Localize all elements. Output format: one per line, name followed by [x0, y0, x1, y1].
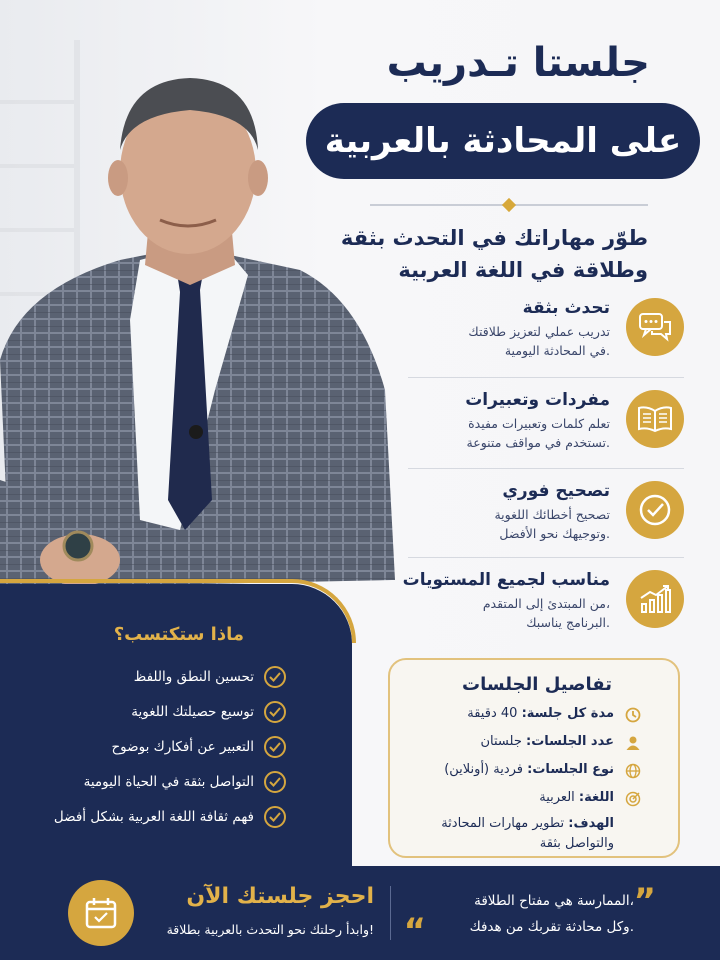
target-icon	[624, 790, 642, 808]
detail-row	[402, 760, 642, 780]
feature-desc: وتوجيهك نحو الأفضل.	[499, 526, 610, 541]
gain-item-label: توسيع حصيلتك اللغوية	[131, 704, 254, 720]
quote-text	[414, 888, 634, 940]
feature-desc: تعلم كلمات وتعبيرات مفيدة	[468, 416, 610, 431]
check-circle-icon	[626, 481, 684, 539]
gains-title: ماذا ستكتسب؟	[113, 624, 244, 645]
subtitle-line-2: وطلاقة في اللغة العربية	[398, 258, 648, 282]
footer-divider	[390, 886, 391, 940]
feature-title: مناسب لجميع المستويات	[402, 570, 610, 590]
gain-item-label: تحسين النطق واللفظ	[133, 669, 254, 685]
page-title: جلستا تـدريب	[386, 40, 650, 86]
footer-bar	[0, 866, 720, 960]
quote-open-icon: ”	[633, 881, 656, 921]
feature-title: مفردات وتعبيرات	[465, 390, 610, 410]
book-now-subtitle: وابدأ رحلتك نحو التحدث بالعربية بطلاقة!	[166, 922, 374, 937]
detail-text: الهدف: تطوير مهارات المحادثة والتواصل بثقة	[441, 816, 614, 851]
quote-line-1: الممارسة هي مفتاح الطلاقة،	[474, 893, 634, 909]
gain-item	[16, 701, 286, 723]
detail-text: اللغة: العربية	[539, 790, 614, 805]
feature-desc: تصحيح أخطائك اللغوية	[494, 507, 610, 522]
feature-title: تصحيح فوري	[502, 481, 610, 501]
check-icon	[264, 701, 286, 723]
detail-row	[402, 704, 642, 724]
feature-separator	[408, 377, 684, 378]
detail-row	[402, 788, 642, 808]
detail-text: مدة كل جلسة: 40 دقيقة	[467, 706, 614, 721]
book-now-cta[interactable]: احجز جلستك الآن	[186, 884, 374, 909]
feature-correction	[384, 481, 684, 561]
gain-item-label: فهم ثقافة اللغة العربية بشكل أفضل	[53, 809, 254, 825]
subtitle	[318, 222, 648, 286]
subtitle-line-1: طوّر مهاراتك في التحدث بثقة	[340, 226, 648, 250]
clock-icon	[624, 706, 642, 724]
feature-desc: في المحادثة اليومية.	[504, 343, 610, 358]
details-title: تفاصيل الجلسات	[462, 674, 612, 695]
divider	[370, 204, 648, 206]
open-book-icon	[626, 390, 684, 448]
feature-vocabulary	[384, 390, 684, 470]
globe-icon	[624, 762, 642, 780]
feature-title: تحدث بثقة	[522, 298, 610, 318]
gains-panel	[0, 584, 352, 866]
gain-item	[16, 771, 286, 793]
quote-close-icon: “	[403, 911, 426, 951]
session-details-card	[388, 658, 680, 858]
detail-text: عدد الجلسات: جلستان	[480, 734, 614, 749]
gain-item-label: التعبير عن أفكارك بوضوح	[111, 739, 254, 755]
feature-desc: تستخدم في مواقف متنوعة.	[466, 435, 610, 450]
feature-desc: البرنامج يناسبك.	[526, 615, 610, 630]
calendar-icon	[68, 880, 134, 946]
feature-desc: تدريب عملي لتعزيز طلاقتك	[468, 324, 610, 339]
detail-text: نوع الجلسات: فردية (أونلاين)	[444, 762, 614, 777]
feature-confidence	[384, 298, 684, 378]
gain-item-label: التواصل بثقة في الحياة اليومية	[83, 774, 254, 790]
detail-row	[402, 732, 642, 752]
gain-item	[16, 736, 286, 758]
quote-line-2: وكل محادثة تقربك من هدفك.	[469, 919, 634, 935]
gain-item	[16, 666, 286, 688]
gain-item	[16, 806, 286, 828]
feature-desc: من المبتدئ إلى المتقدم،	[482, 596, 610, 611]
check-icon	[264, 771, 286, 793]
detail-row	[402, 814, 642, 854]
check-icon	[264, 806, 286, 828]
feature-all-levels	[384, 570, 684, 650]
growth-chart-icon	[626, 570, 684, 628]
check-icon	[264, 666, 286, 688]
feature-separator	[408, 557, 684, 558]
check-icon	[264, 736, 286, 758]
feature-separator	[408, 468, 684, 469]
chat-bubbles-icon	[626, 298, 684, 356]
page-title-banner: على المحادثة بالعربية	[306, 103, 700, 179]
person-icon	[624, 734, 642, 752]
